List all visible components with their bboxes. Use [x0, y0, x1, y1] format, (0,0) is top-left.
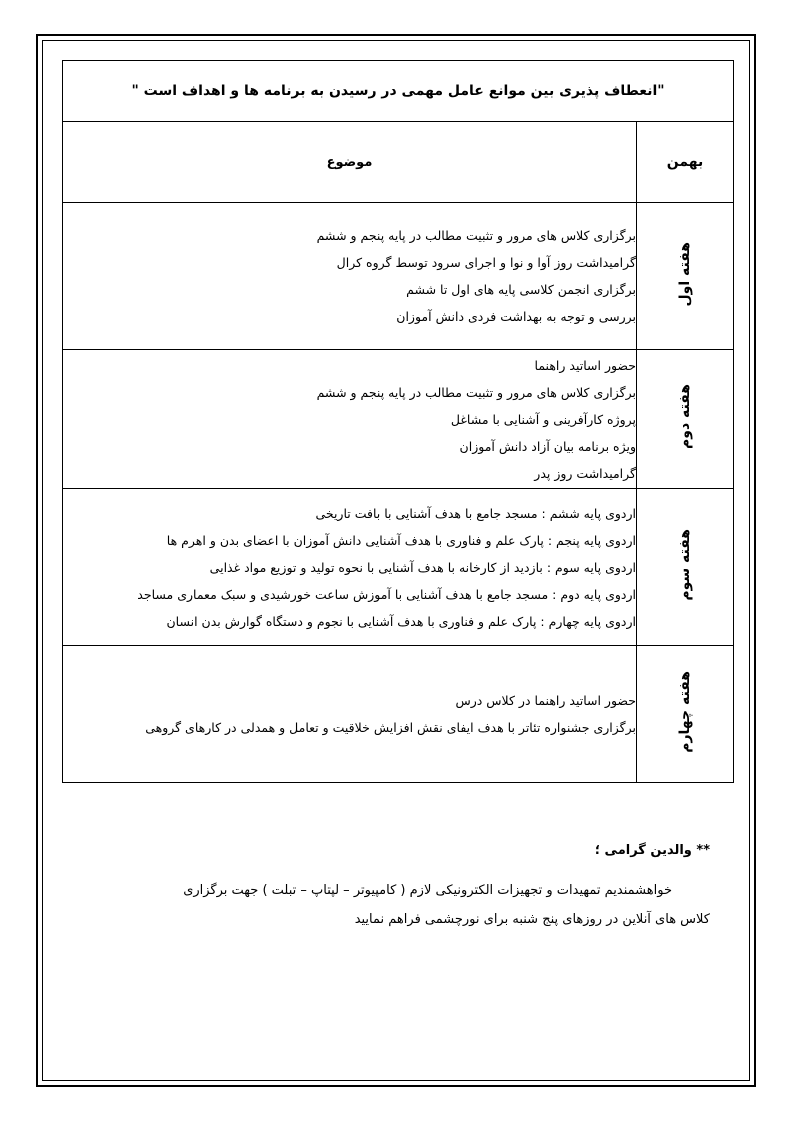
schedule-table	[62, 121, 734, 783]
week-cell	[637, 350, 734, 489]
week-cell	[637, 489, 734, 646]
topic-cell	[63, 350, 637, 489]
topic-line: ویژه برنامه بیان آزاد دانش آموزان	[459, 438, 636, 454]
week-cell	[637, 646, 734, 783]
notes-heading: ** والدین گرامی ؛	[594, 843, 710, 858]
week-label: هفته دوم	[677, 384, 693, 450]
table-row	[63, 646, 734, 783]
topic-cell	[63, 203, 637, 350]
title-text: "انعطاف پذیری بین موانع عامل مهمی در رسیدن به برنامه ها و اهداف است "	[131, 83, 665, 99]
topic-line: بررسی و توجه به بهداشت فردی دانش آموزان	[396, 309, 636, 324]
topic-line: اردوی پایه دوم : مسجد جامع با هدف آشنایی با آموزش ساعت خورشیدی و سبک معماری مساجد	[137, 586, 636, 602]
topic-line: حضور اساتید راهنما در کلاس درس	[455, 693, 636, 708]
topic-line: برگزاری کلاس های مرور و تثبیت مطالب در پایه پنجم و ششم	[316, 228, 636, 243]
topic-line: اردوی پایه پنجم : پارک علم و فناوری با هدف آشنایی دانش آموزان با اعضای بدن و اهرم ها	[166, 532, 636, 548]
table-row	[63, 203, 734, 350]
topic-line: پروژه کارآفرینی و آشنایی با مشاغل	[450, 411, 636, 427]
topic-line: اردوی پایه چهارم : پارک علم و فناوری با هدف آشنایی با نجوم و دستگاه گوارش بدن انسان	[166, 613, 636, 629]
topic-line: حضور اساتید راهنما	[534, 357, 636, 373]
topic-line: برگزاری جشنواره تئاتر با هدف ایفای نقش افزایش خلاقیت و تعامل و همدلی در کارهای گروهی	[145, 720, 636, 735]
table-header-row	[63, 122, 734, 203]
table-row	[63, 489, 734, 646]
topic-line: گرامیداشت روز آوا و نوا و اجرای سرود توسط گروه کرال	[336, 255, 636, 270]
topic-line: اردوی پایه سوم : بازدید از کارخانه با هدف آشنایی با نحوه تولید و توزیع مواد غذایی	[209, 559, 636, 575]
header-topic: موضوع	[63, 122, 637, 203]
notes-line-2: کلاس های آنلاین در روزهای پنج شنبه برای نورچشمی فراهم نمایید	[354, 912, 710, 927]
topic-line: برگزاری کلاس های مرور و تثبیت مطالب در پایه پنجم و ششم	[316, 384, 636, 400]
table-row	[63, 350, 734, 489]
week-label: هفته سوم	[677, 529, 693, 601]
notes-line-1: خواهشمندیم تمهیدات و تجهیزات الکترونیکی لازم ( کامپیوتر – لپتاپ – تبلت ) جهت برگزاری	[183, 883, 672, 898]
topic-cell	[63, 646, 637, 783]
topic-line: برگزاری انجمن کلاسی پایه های اول تا ششم	[406, 282, 636, 297]
header-month: بهمن	[637, 122, 734, 203]
topic-cell	[63, 489, 637, 646]
topic-line: اردوی پایه ششم : مسجد جامع با هدف آشنایی با بافت تاریخی	[315, 505, 636, 521]
page-title	[62, 60, 734, 122]
week-label: هفته چهارم	[677, 671, 693, 753]
topic-line: گرامیداشت روز پدر	[534, 465, 636, 481]
week-cell	[637, 203, 734, 350]
week-label: هفته اول	[677, 241, 693, 307]
